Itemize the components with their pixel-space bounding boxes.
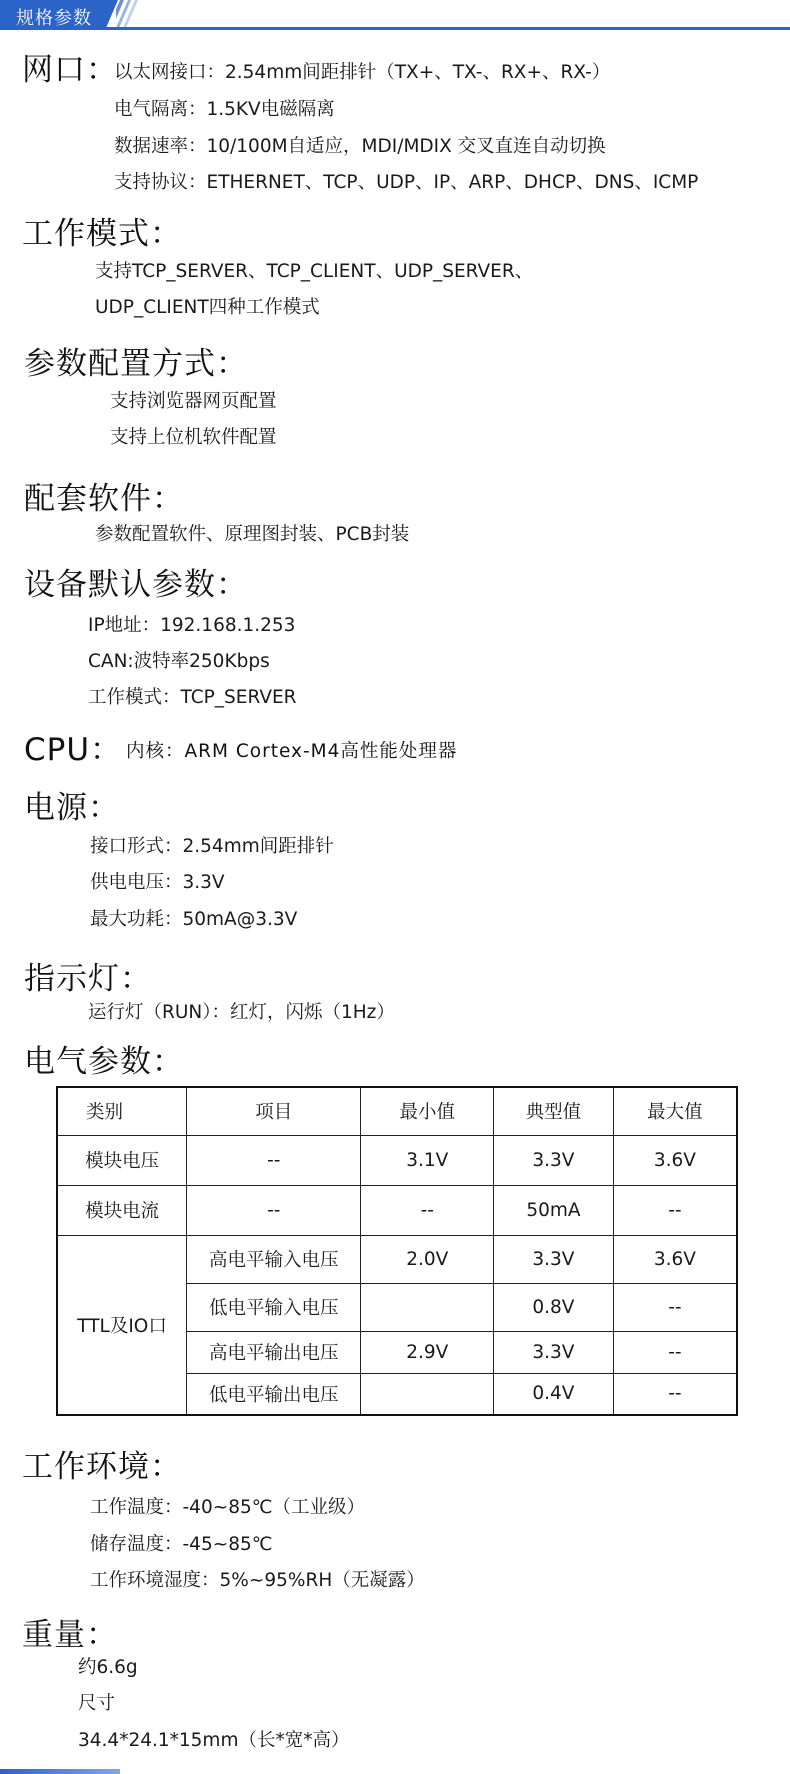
table-cell: -- <box>613 1331 737 1373</box>
environment-heading: 工作环境： <box>22 1449 182 1485</box>
table-header-item: 项目 <box>187 1087 361 1135</box>
config-line-software: 支持上位机软件配置 <box>110 427 277 448</box>
table-cell <box>361 1283 494 1331</box>
table-row <box>57 1185 737 1235</box>
cpu-row <box>24 724 457 769</box>
table-cell: 3.3V <box>494 1331 614 1373</box>
header-title: 规格参数 <box>16 8 92 29</box>
table-cell: 2.0V <box>361 1235 494 1283</box>
table-cell: 低电平输出电压 <box>187 1373 361 1415</box>
table-cell: 模块电压 <box>57 1135 187 1185</box>
table-cell: 高电平输出电压 <box>187 1331 361 1373</box>
table-cell: -- <box>613 1185 737 1235</box>
table-header-max: 最大值 <box>613 1087 737 1135</box>
table-cell: 3.1V <box>361 1135 494 1185</box>
table-header-min: 最小值 <box>361 1087 494 1135</box>
table-cell: 3.3V <box>494 1235 614 1283</box>
header-underline <box>0 27 790 30</box>
software-line: 参数配置软件、原理图封装、PCB封装 <box>95 524 410 545</box>
network-heading: 网口： <box>22 52 118 88</box>
table-row <box>57 1235 737 1283</box>
weight-line-mass: 约6.6g <box>78 1657 138 1678</box>
table-cell <box>361 1373 494 1415</box>
indicator-heading: 指示灯： <box>24 961 152 997</box>
indicator-line-run: 运行灯（RUN）：红灯，闪烁（1Hz） <box>88 1002 395 1023</box>
table-cell: -- <box>187 1135 361 1185</box>
software-heading: 配套软件： <box>24 481 184 517</box>
table-cell: 3.6V <box>613 1135 737 1185</box>
work-mode-line-2: UDP_CLIENT四种工作模式 <box>95 297 320 318</box>
table-cell: 3.3V <box>494 1135 614 1185</box>
section-header <box>0 0 790 30</box>
weight-line-dimensions: 34.4*24.1*15mm（长*宽*高） <box>78 1730 350 1751</box>
table-cell: -- <box>613 1283 737 1331</box>
work-mode-line-1: 支持TCP_SERVER、TCP_CLIENT、UDP_SERVER、 <box>95 261 534 282</box>
table-header-category: 类别 <box>57 1087 187 1135</box>
electrical-heading: 电气参数： <box>24 1044 184 1080</box>
environment-line-humidity: 工作环境湿度：5%~95%RH（无凝露） <box>90 1570 425 1591</box>
network-line-isolation: 电气隔离：1.5KV电磁隔离 <box>114 99 335 120</box>
network-line-ethernet: 以太网接口：2.54mm间距排针（TX+、TX-、RX+、RX-） <box>114 62 611 83</box>
cpu-text: 内核：ARM Cortex-M4高性能处理器 <box>126 741 458 762</box>
defaults-heading: 设备默认参数： <box>24 567 248 603</box>
table-cell: 50mA <box>494 1185 614 1235</box>
defaults-line-can: CAN:波特率250Kbps <box>88 651 270 672</box>
table-cell: 2.9V <box>361 1331 494 1373</box>
table-cell-ttl-label: TTL及IO口 <box>57 1235 187 1415</box>
network-line-rate: 数据速率：10/100M自适应，MDI/MDIX 交叉直连自动切换 <box>114 136 606 157</box>
table-cell: 0.4V <box>494 1373 614 1415</box>
table-cell: 3.6V <box>613 1235 737 1283</box>
table-cell: 0.8V <box>494 1283 614 1331</box>
weight-heading: 重量： <box>22 1617 118 1653</box>
table-header-row <box>57 1087 737 1135</box>
table-row <box>57 1135 737 1185</box>
environment-line-temp: 工作温度：-40~85℃（工业级） <box>90 1497 366 1518</box>
config-line-browser: 支持浏览器网页配置 <box>110 391 277 412</box>
table-cell: -- <box>187 1185 361 1235</box>
environment-line-storage: 储存温度：-45~85℃ <box>90 1534 273 1555</box>
work-mode-heading: 工作模式： <box>22 216 182 252</box>
table-cell: -- <box>613 1373 737 1415</box>
defaults-line-mode: 工作模式：TCP_SERVER <box>88 687 297 708</box>
electrical-parameters-table <box>56 1086 738 1416</box>
config-heading: 参数配置方式： <box>24 346 248 382</box>
table-cell: -- <box>361 1185 494 1235</box>
network-line-protocols: 支持协议：ETHERNET、TCP、UDP、IP、ARP、DHCP、DNS、ICMP <box>114 172 699 193</box>
table-cell: 高电平输入电压 <box>187 1235 361 1283</box>
table-cell: 低电平输入电压 <box>187 1283 361 1331</box>
power-line-voltage: 供电电压：3.3V <box>90 872 225 893</box>
table-cell: 模块电流 <box>57 1185 187 1235</box>
weight-line-size-label: 尺寸 <box>78 1693 116 1714</box>
cpu-heading: CPU： <box>24 732 123 768</box>
table-header-typ: 典型值 <box>494 1087 614 1135</box>
header-stripes-decoration <box>116 0 146 28</box>
defaults-line-ip: IP地址：192.168.1.253 <box>88 615 296 636</box>
power-heading: 电源： <box>24 790 120 826</box>
power-line-interface: 接口形式：2.54mm间距排针 <box>90 836 334 857</box>
footer-accent-bar <box>0 1769 120 1774</box>
power-line-max-power: 最大功耗：50mA@3.3V <box>90 909 298 930</box>
